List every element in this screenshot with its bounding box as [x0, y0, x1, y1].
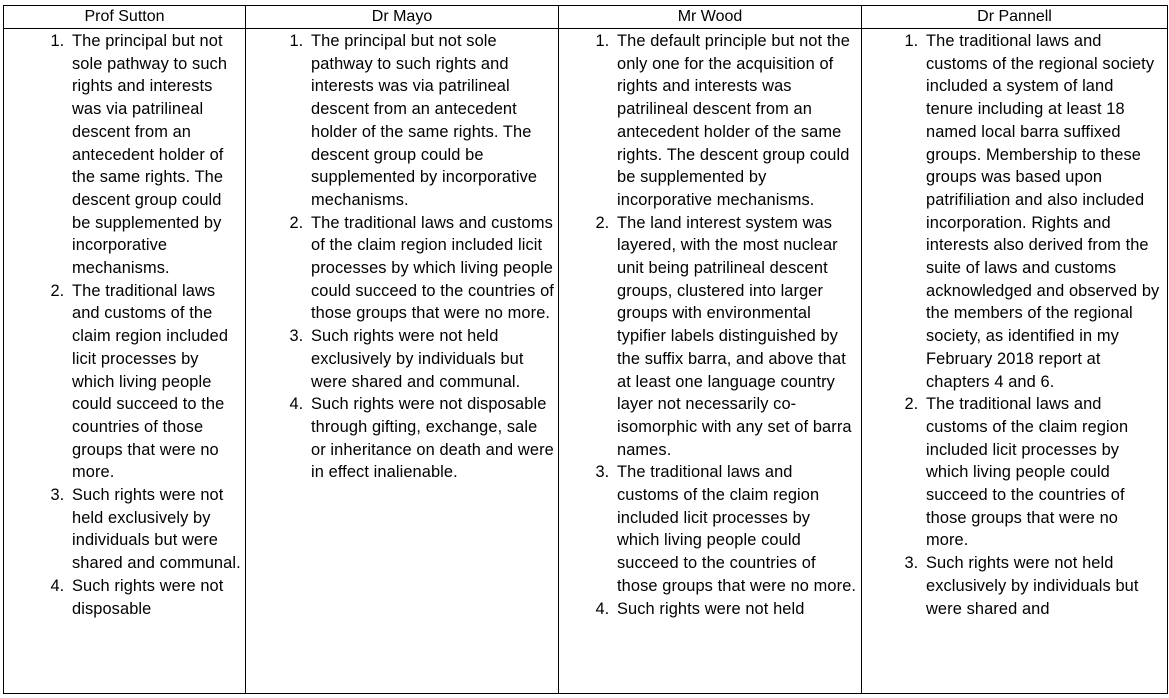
column-cell-sutton	[4, 29, 246, 694]
column-cell-pannell	[862, 29, 1168, 694]
header-row	[4, 6, 1168, 29]
column-header-mayo: Dr Mayo	[246, 6, 559, 29]
column-header-pannell: Dr Pannell	[862, 6, 1168, 29]
list-item: 3. Such rights were not held exclusively by individuals but were shared and	[923, 552, 1167, 620]
list-item: 2. The land interest system was layered, with the most nuclear unit being patrilineal descent groups, clustered into larger groups with environmental typifier labels distinguished by the suffix barra, and above that at least one language country layer not necessarily co-isomorphic with any set of barra names.	[614, 212, 861, 462]
list-item: 1. The principal but not sole pathway to such rights and interests was via patrilineal descent from an antecedent holder of the same rights. The descent group could be supplemented by incorporative mechanisms.	[308, 30, 558, 212]
column-cell-wood	[559, 29, 862, 694]
sutton-list	[4, 29, 245, 620]
list-item: 1. The principal but not sole pathway to such rights and interests was via patrilineal descent from an antecedent holder of the same rights. The descent group could be supplemented by incorporative mechanisms.	[69, 30, 245, 280]
list-item: 4. Such rights were not held	[614, 598, 861, 621]
list-item: 4. Such rights were not disposable	[69, 575, 245, 620]
expert-comparison-table	[3, 5, 1168, 694]
column-cell-mayo	[246, 29, 559, 694]
list-item: 4. Such rights were not disposable through gifting, exchange, sale or inheritance on death and were in effect inalienable.	[308, 393, 558, 484]
mayo-list	[246, 29, 558, 484]
pannell-list	[862, 29, 1167, 620]
list-item: 3. The traditional laws and customs of the claim region included licit processes by which living people could succeed to the countries of those groups that were no more.	[614, 461, 861, 597]
list-item: 3. Such rights were not held exclusively by individuals but were shared and communal.	[308, 325, 558, 393]
list-item: 1. The traditional laws and customs of the regional society included a system of land tenure including at least 18 named local barra suffixed groups. Membership to these groups was based upon patrifiliation and also included incorporation. Rights and interests also derived from the suite of laws and customs acknowledged and observed by the members of the regional society, as identified in my February 2018 report at chapters 4 and 6.	[923, 30, 1167, 393]
list-item: 3. Such rights were not held exclusively by individuals but were shared and communal.	[69, 484, 245, 575]
wood-list	[559, 29, 861, 620]
column-header-sutton: Prof Sutton	[4, 6, 246, 29]
list-item: 2. The traditional laws and customs of the claim region included licit processes by which living people could succeed to the countries of those groups that were no more.	[69, 280, 245, 484]
list-item: 2. The traditional laws and customs of the claim region included licit processes by which living people could succeed to the countries of those groups that were no more.	[923, 393, 1167, 552]
list-item: 2. The traditional laws and customs of the claim region included licit processes by which living people could succeed to the countries of those groups that were no more.	[308, 212, 558, 326]
list-item: 1. The default principle but not the only one for the acquisition of rights and interests was patrilineal descent from an antecedent holder of the same rights. The descent group could be supplemented by incorporative mechanisms.	[614, 30, 861, 212]
column-header-wood: Mr Wood	[559, 6, 862, 29]
content-row	[4, 29, 1168, 694]
